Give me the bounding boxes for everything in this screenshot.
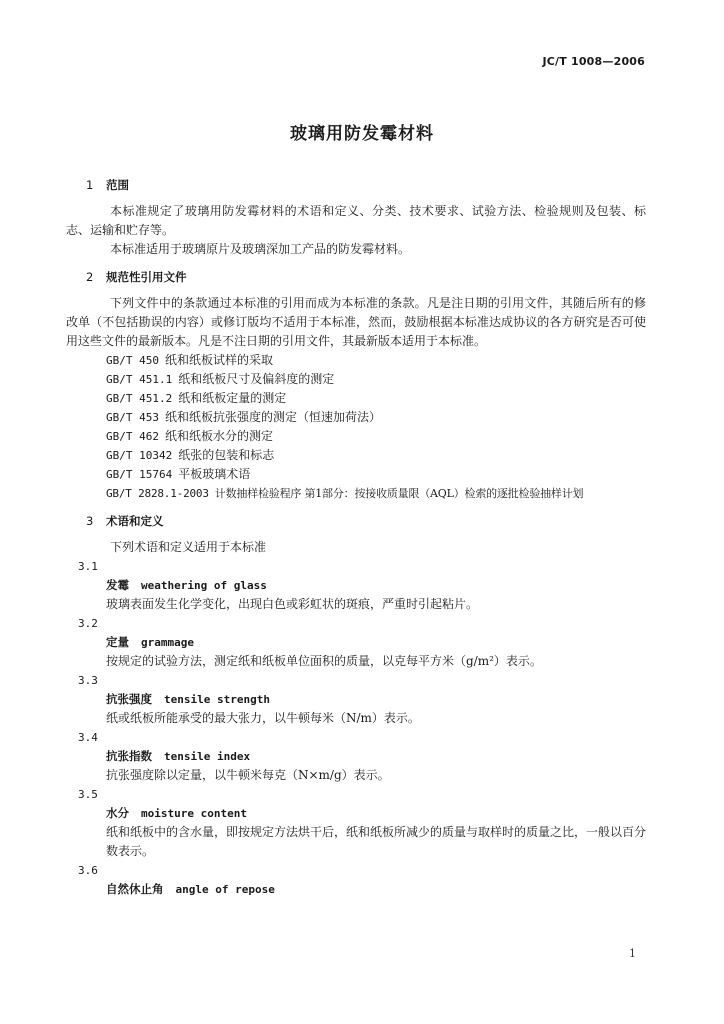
section-number: 2: [86, 270, 94, 284]
page-number: 1: [629, 947, 636, 960]
term-heading: [86, 804, 646, 823]
term-zh: 抗张指数: [106, 749, 152, 763]
document-body: [66, 176, 647, 899]
reference-code: GB/T 450: [106, 354, 159, 367]
reference-title: 平板玻璃术语: [178, 467, 251, 481]
reference-title: 纸张的包装和标志: [178, 448, 275, 462]
term-en: tensile strength: [164, 693, 270, 706]
term-en: weathering of glass: [141, 579, 267, 592]
term-number: 3.6: [78, 864, 98, 877]
reference-code: GB/T 2828.1-2003: [106, 487, 209, 500]
section-heading-scope: [86, 176, 646, 195]
reference-title: 纸和纸板尺寸及偏斜度的测定: [178, 372, 335, 386]
term-definition: 抗张强度除以定量，以牛顿米每克（N×m/g）表示。: [106, 768, 390, 782]
reference-item: [86, 389, 646, 408]
term-heading: [86, 633, 646, 652]
section-heading-references: [86, 268, 646, 287]
standard-code: JC/T 1008—2006: [542, 55, 645, 68]
reference-code: GB/T 451.1: [106, 373, 173, 386]
reference-code: GB/T 453: [106, 411, 159, 424]
term-number: 3.3: [78, 674, 98, 687]
reference-item: [86, 351, 646, 370]
term-definition: 按规定的试验方法，测定纸和纸板单位面积的质量，以克每平方米（g/m²）表示。: [106, 654, 542, 668]
term-zh: 自然休止角: [106, 882, 164, 896]
section-heading-terms: [86, 512, 646, 531]
paragraph: 下列文件中的条款通过本标准的引用而成为本标准的条款。凡是注日期的引用文件，其随后所有的修改单（不包括勘误的内容）或修订版均不适用于本标准，然而，鼓励根据本标准达成协议的各方研究是否可使用这些文件的最新版本。凡是不注日期的引用文件，其最新版本适用于本标准。: [66, 296, 646, 348]
reference-code: GB/T 462: [106, 430, 159, 443]
term-zh: 抗张强度: [106, 692, 152, 706]
term-number: 3.5: [78, 788, 98, 801]
section-title: 规范性引用文件: [106, 270, 187, 284]
term-en: tensile index: [164, 750, 251, 763]
reference-code: GB/T 10342: [106, 449, 173, 462]
reference-code: GB/T 451.2: [106, 392, 173, 405]
paragraph: 本标准规定了玻璃用防发霉材料的术语和定义、分类、技术要求、试验方法、检验规则及包装、标志、运输和贮存等。: [66, 204, 646, 237]
section-number: 3: [86, 514, 94, 528]
paragraph: 下列术语和定义适用于本标准: [110, 540, 267, 554]
section-number: 1: [86, 178, 94, 192]
term-heading: [86, 690, 646, 709]
reference-code: GB/T 15764: [106, 468, 173, 481]
document-title: 玻璃用防发霉材料: [290, 124, 434, 144]
term-zh: 发霉: [106, 578, 129, 592]
paragraph: 本标准适用于玻璃原片及玻璃深加工产品的防发霉材料。: [110, 242, 411, 256]
term-heading: [86, 747, 646, 766]
reference-title: 计数抽样检验程序 第1部分：按接收质量限（AQL）检索的逐批检验抽样计划: [214, 487, 584, 500]
reference-item: [86, 408, 646, 427]
term-zh: 定量: [106, 635, 129, 649]
term-en: moisture content: [141, 807, 247, 820]
section-title: 范围: [106, 178, 129, 192]
reference-title: 纸和纸板定量的测定: [178, 391, 287, 405]
term-number: 3.4: [78, 731, 98, 744]
section-title: 术语和定义: [106, 514, 164, 528]
term-zh: 水分: [106, 806, 129, 820]
reference-title: 纸和纸板水分的测定: [164, 429, 273, 443]
term-number: 3.1: [78, 560, 98, 573]
reference-item: [86, 446, 646, 465]
reference-list: [86, 351, 646, 503]
term-heading: [86, 576, 646, 595]
reference-item: [86, 427, 646, 446]
reference-title: 纸和纸板试样的采取: [164, 353, 273, 367]
reference-item: [86, 465, 646, 484]
term-heading: [86, 880, 646, 899]
term-definition: 玻璃表面发生化学变化，出现白色或彩虹状的斑痕，严重时引起粘片。: [106, 597, 479, 611]
term-definition: 纸和纸板中的含水量，即按规定方法烘干后，纸和纸板所减少的质量与取样时的质量之比，一般以百分数表示。: [106, 825, 647, 858]
term-en: grammage: [141, 636, 194, 649]
term-definition: 纸或纸板所能承受的最大张力，以牛顿每米（N/m）表示。: [106, 711, 420, 725]
reference-title: 纸和纸板抗张强度的测定（恒速加荷法）: [164, 410, 381, 424]
term-en: angle of repose: [175, 883, 275, 896]
reference-item: [86, 484, 646, 503]
term-number: 3.2: [78, 617, 98, 630]
reference-item: [86, 370, 646, 389]
